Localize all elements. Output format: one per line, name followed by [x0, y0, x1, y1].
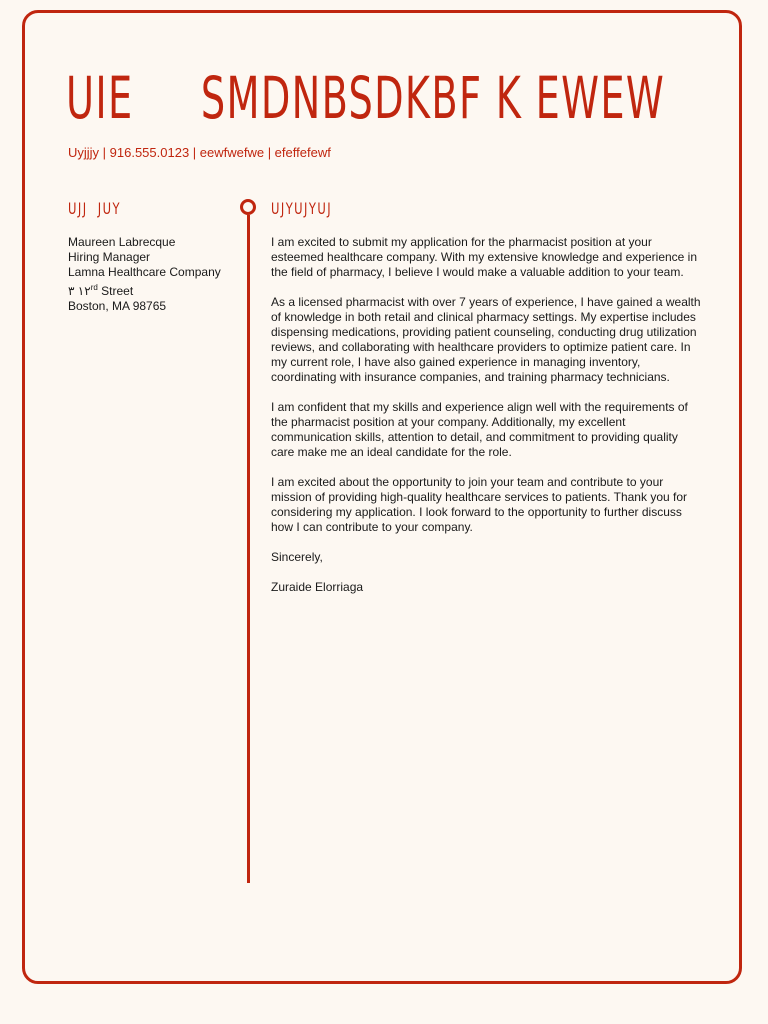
recipient-name: Maureen Labrecque	[68, 235, 176, 249]
recipient-title: Hiring Manager	[68, 250, 151, 264]
street-number: ١٢	[77, 284, 91, 298]
letter-paragraph: I am excited to submit my application for the pharmacist position at your esteemed healthcare company. With my extensive knowledge and experience in the field of pharmacy, I believe I would make a valuable addition to your team.	[271, 235, 698, 279]
letter-paragraph: I am excited about the opportunity to join your team and contribute to your mission of providing high-quality healthcare services to patients. Thank you for considering my application. I look forward to the opportunity to further discuss how I can contribute to your company.	[271, 475, 687, 534]
recipient-street	[68, 280, 221, 299]
street-ordinal-prefix: ٣	[68, 284, 75, 298]
letter-heading: UJYUJYUJ	[271, 199, 333, 218]
timeline-dot	[240, 199, 256, 215]
contact-line: Uyjjjy | 916.555.0123 | eewfwefwe | efeffefewf	[68, 145, 331, 160]
letter-body	[271, 235, 701, 610]
letter-closing: Sincerely,	[271, 550, 323, 564]
letter-paragraph: As a licensed pharmacist with over 7 years of experience, I have gained a wealth of knowledge in both retail and clinical pharmacy settings. My expertise includes dispensing medications, providing patient counseling, conducting drug utilization reviews, and collaborating with healthcare providers to optimize patient care. In my current role, I have also gained experience in managing inventory, coordinating with insurance companies, and training pharmacy technicians.	[271, 295, 701, 384]
letter-paragraph: I am confident that my skills and experience align well with the requirements of the pharmacist position at your company. Additionally, my excellent communication skills, attention to detail, and commitment to providing quality care make me an ideal candidate for the role.	[271, 400, 688, 459]
applicant-name: UIE SMDNBSDKBF K EWEW	[66, 64, 666, 132]
recipient-address	[68, 235, 221, 314]
timeline-line	[247, 215, 250, 883]
recipient-city: Boston, MA 98765	[68, 299, 167, 313]
recipient-heading: UJJ JUY	[68, 199, 121, 218]
letter-signature: Zuraide Elorriaga	[271, 580, 364, 594]
street-name: Street	[101, 284, 134, 298]
recipient-company: Lamna Healthcare Company	[68, 265, 221, 279]
street-ordinal: rd	[90, 283, 98, 292]
